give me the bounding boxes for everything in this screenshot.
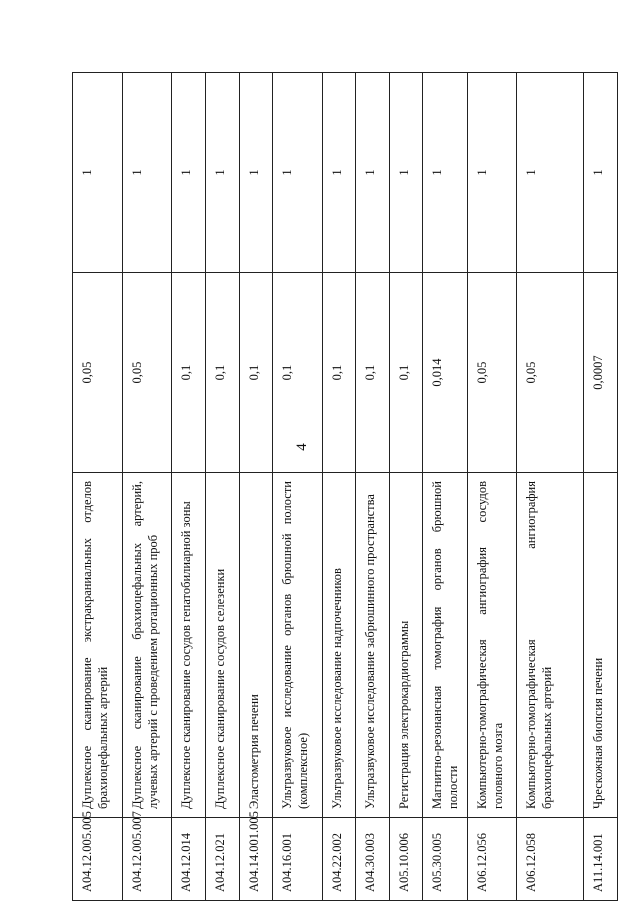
service-frequency: 0,1 bbox=[356, 273, 390, 473]
service-multiplicity: 1 bbox=[322, 73, 356, 273]
service-code: A06.12.058 bbox=[517, 818, 584, 901]
service-code: A04.12.005.005 bbox=[73, 818, 123, 901]
service-frequency: 0,1 bbox=[205, 273, 239, 473]
table-row bbox=[322, 73, 356, 901]
service-multiplicity: 1 bbox=[273, 73, 323, 273]
service-multiplicity: 1 bbox=[356, 73, 390, 273]
service-multiplicity: 1 bbox=[73, 73, 123, 273]
service-multiplicity: 1 bbox=[517, 73, 584, 273]
service-code: A06.12.056 bbox=[467, 818, 517, 901]
service-frequency: 0,1 bbox=[172, 273, 206, 473]
service-frequency: 0,014 bbox=[423, 273, 467, 473]
service-frequency: 0,05 bbox=[73, 273, 123, 473]
service-name: Дуплексное сканирование сосудов селезенки bbox=[205, 473, 239, 818]
service-multiplicity: 1 bbox=[172, 73, 206, 273]
service-multiplicity: 1 bbox=[467, 73, 517, 273]
service-name: Эластометрия печени bbox=[239, 473, 273, 818]
service-multiplicity: 1 bbox=[423, 73, 467, 273]
service-code: A05.10.006 bbox=[389, 818, 423, 901]
service-code: A04.14.001.005 bbox=[239, 818, 273, 901]
table-row bbox=[172, 73, 206, 901]
service-name: Ультразвуковое исследование забрюшинного пространства bbox=[356, 473, 390, 818]
table-row bbox=[584, 73, 618, 901]
service-code: A04.12.021 bbox=[205, 818, 239, 901]
service-code: A04.22.002 bbox=[322, 818, 356, 901]
table-row bbox=[205, 73, 239, 901]
service-name: Дуплексное сканирование экстракраниальных отделов брахиоцефальных артерий bbox=[73, 473, 123, 818]
table-row bbox=[356, 73, 390, 901]
service-code: A04.30.003 bbox=[356, 818, 390, 901]
service-name: Регистрация электрокардиограммы bbox=[389, 473, 423, 818]
service-frequency: 0,1 bbox=[273, 273, 323, 473]
page-number: 4 bbox=[294, 443, 310, 451]
service-frequency: 0,1 bbox=[389, 273, 423, 473]
service-name: Компьютерно-томографическая ангиография сосудов головного мозга bbox=[467, 473, 517, 818]
service-frequency: 0,05 bbox=[467, 273, 517, 473]
service-name: Дуплексное сканирование сосудов гепатобилиарной зоны bbox=[172, 473, 206, 818]
service-multiplicity: 1 bbox=[205, 73, 239, 273]
table-row bbox=[389, 73, 423, 901]
service-name: Чрескожная биопсия печени bbox=[584, 473, 618, 818]
service-code: A04.12.014 bbox=[172, 818, 206, 901]
service-frequency: 0,05 bbox=[517, 273, 584, 473]
service-multiplicity: 1 bbox=[389, 73, 423, 273]
service-code: A05.30.005 bbox=[423, 818, 467, 901]
table-row bbox=[239, 73, 273, 901]
service-name: Ультразвуковое исследование надпочечников bbox=[322, 473, 356, 818]
service-frequency: 0,1 bbox=[239, 273, 273, 473]
service-code: A04.12.005.007 bbox=[122, 818, 172, 901]
service-code: A11.14.001 bbox=[584, 818, 618, 901]
table-row bbox=[73, 73, 123, 901]
service-code: A04.16.001 bbox=[273, 818, 323, 901]
service-name: Дуплексное сканирование брахиоцефальных артерий, лучевых артерий с проведением ротационных проб bbox=[122, 473, 172, 818]
service-frequency: 0,05 bbox=[122, 273, 172, 473]
services-table bbox=[72, 72, 618, 901]
table-row bbox=[517, 73, 584, 901]
service-multiplicity: 1 bbox=[122, 73, 172, 273]
service-frequency: 0,1 bbox=[322, 273, 356, 473]
table-row bbox=[423, 73, 467, 901]
table-row bbox=[122, 73, 172, 901]
service-multiplicity: 1 bbox=[239, 73, 273, 273]
table-row bbox=[467, 73, 517, 901]
rotated-table-wrapper bbox=[72, 73, 618, 901]
service-name: Ультразвуковое исследование органов брюшной полости (комплексное) bbox=[273, 473, 323, 818]
service-multiplicity: 1 bbox=[584, 73, 618, 273]
service-name: Компьютерно-томографическая ангиография брахиоцефальных артерий bbox=[517, 473, 584, 818]
table-row bbox=[273, 73, 323, 901]
service-frequency: 0,0007 bbox=[584, 273, 618, 473]
service-name: Магнитно-резонансная томография органов брюшной полости bbox=[423, 473, 467, 818]
